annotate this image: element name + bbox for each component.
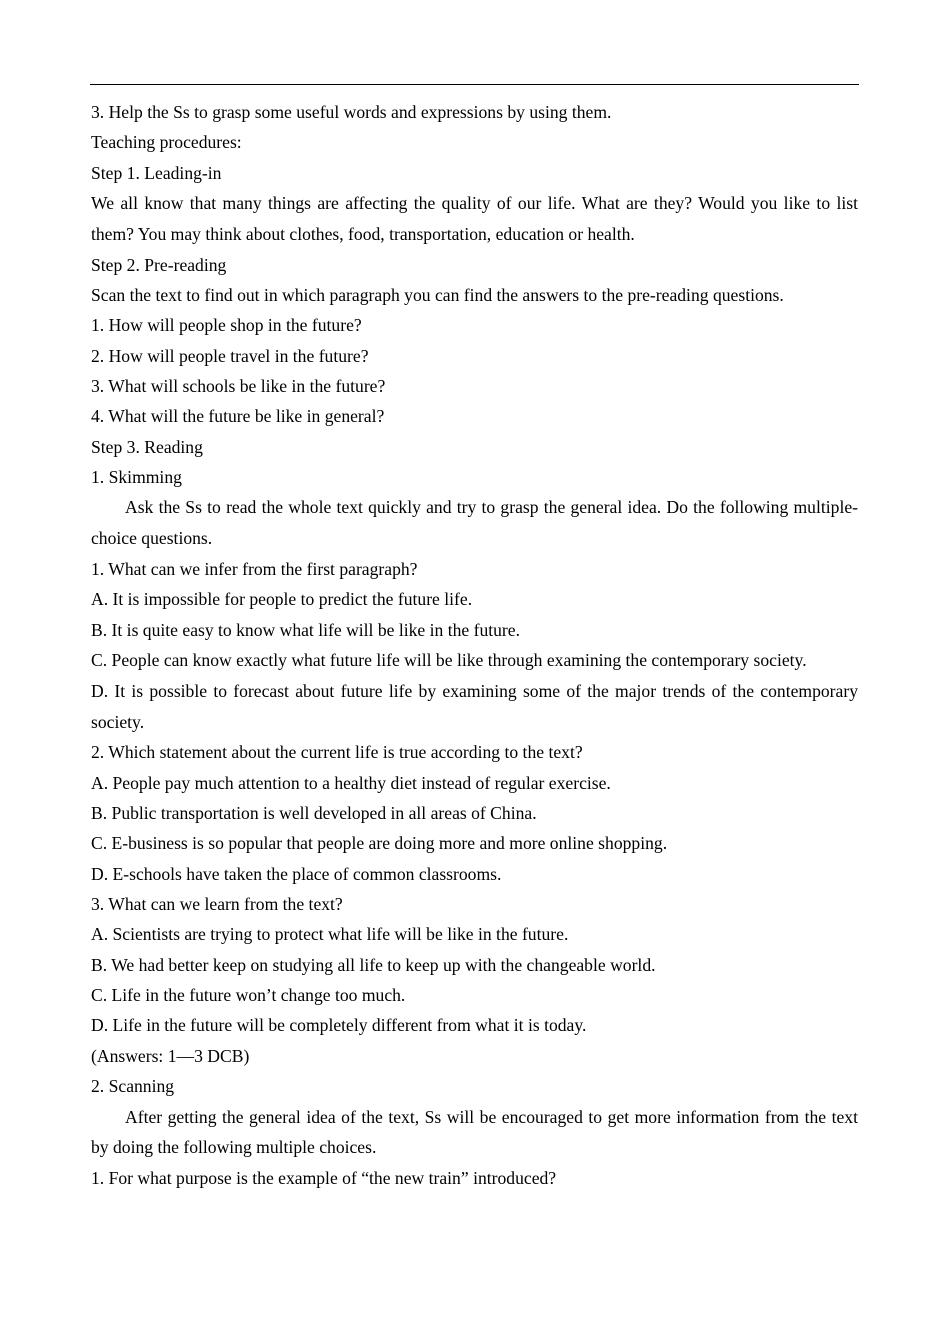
option: D. E-schools have taken the place of common classrooms. xyxy=(91,863,502,884)
question: 2. Which statement about the current life is true according to the text? xyxy=(91,742,583,763)
option: A. Scientists are trying to protect what life will be like in the future. xyxy=(91,924,569,945)
scanning-paragraph: After getting the general idea of the text, Ss will be encouraged to get more information from the text by doing the following multiple choices. xyxy=(91,1106,858,1158)
question: 1. What can we infer from the first paragraph? xyxy=(91,558,418,579)
sub-heading: 2. Scanning xyxy=(91,1076,175,1097)
leading-in-paragraph: We all know that many things are affecting the quality of our life. What are they? Would you like to list them? You may think about clothes, food, transportation, education or health. xyxy=(91,193,858,244)
option: D. Life in the future will be completely different from what it is today. xyxy=(91,1015,587,1036)
option: C. E-business is so popular that people are doing more and more online shopping. xyxy=(91,833,668,854)
skimming-paragraph: Ask the Ss to read the whole text quickly and try to grasp the general idea. Do the following multiple-choice questions. xyxy=(91,497,858,549)
pre-reading-question: 2. How will people travel in the future? xyxy=(91,345,369,366)
step-heading: Step 1. Leading-in xyxy=(91,162,222,183)
pre-reading-question: 4. What will the future be like in general? xyxy=(91,406,385,427)
question: 3. What can we learn from the text? xyxy=(91,894,343,915)
question: 1. For what purpose is the example of “the new train” introduced? xyxy=(91,1168,557,1189)
objective-line: 3. Help the Ss to grasp some useful words and expressions by using them. xyxy=(91,102,612,122)
procedures-heading: Teaching procedures: xyxy=(91,132,242,153)
option: B. We had better keep on studying all life to keep up with the changeable world. xyxy=(91,954,656,975)
header-rule xyxy=(90,84,859,85)
option: D. It is possible to forecast about future life by examining some of the major trends of the contemporary society. xyxy=(91,680,858,732)
option: B. Public transportation is well developed in all areas of China. xyxy=(91,803,537,824)
pre-reading-question: 1. How will people shop in the future? xyxy=(91,315,362,336)
option: C. Life in the future won’t change too much. xyxy=(91,985,406,1006)
pre-reading-question: 3. What will schools be like in the future? xyxy=(91,376,386,396)
document-body xyxy=(91,97,858,1193)
option: A. It is impossible for people to predict the future life. xyxy=(91,589,473,610)
sub-heading: 1. Skimming xyxy=(91,467,182,488)
option: C. People can know exactly what future life will be like through examining the contemporary society. xyxy=(91,650,807,670)
scan-instruction: Scan the text to find out in which paragraph you can find the answers to the pre-reading questions. xyxy=(91,284,784,305)
option: A. People pay much attention to a healthy diet instead of regular exercise. xyxy=(91,772,611,793)
step-heading: Step 2. Pre-reading xyxy=(91,254,227,275)
option: B. It is quite easy to know what life will be like in the future. xyxy=(91,619,521,640)
step-heading: Step 3. Reading xyxy=(91,436,203,457)
answers-line: (Answers: 1—3 DCB) xyxy=(91,1045,250,1066)
